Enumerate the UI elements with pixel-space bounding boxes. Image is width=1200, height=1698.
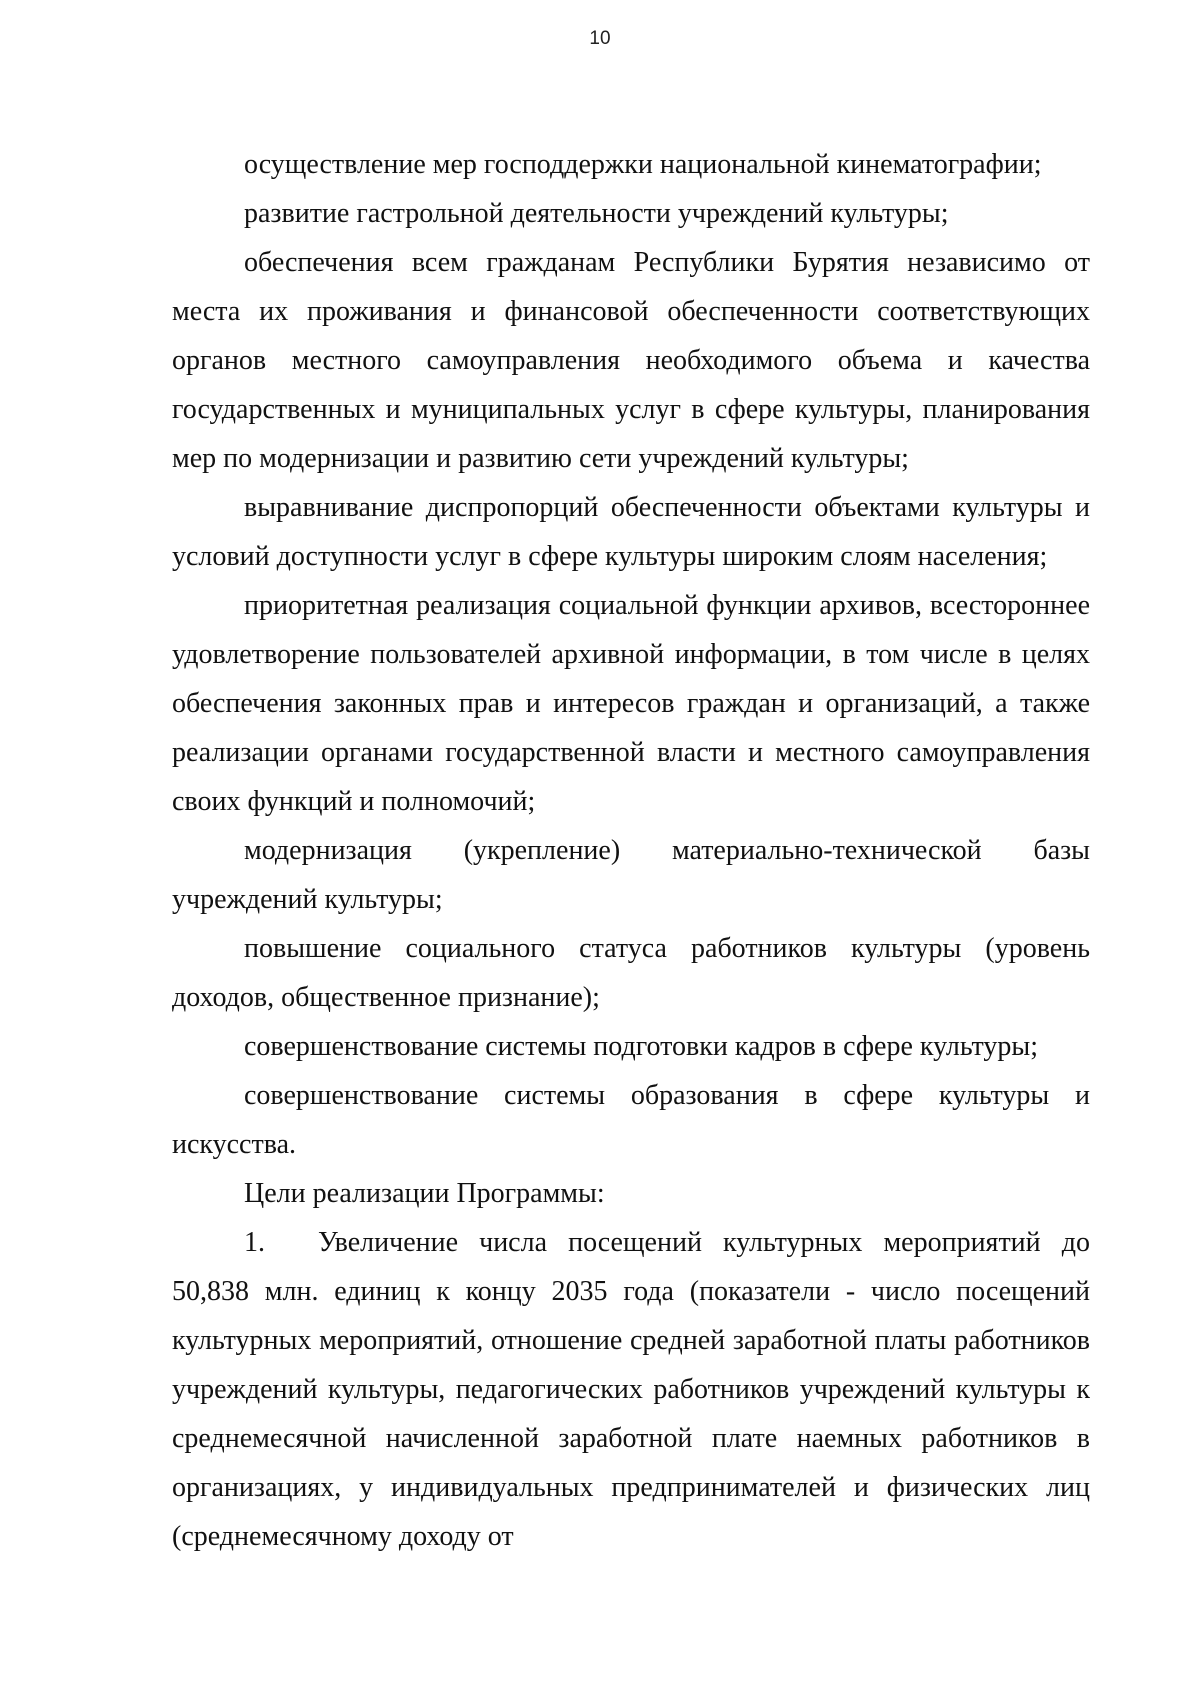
page-number: 10 (589, 28, 611, 49)
paragraph-citizen-services: обеспечения всем гражданам Республики Бурятия независимо от места их проживания и финансовой обеспеченности соответствующих органов местного самоуправления необходимого объема и качества государственных и муниципальных услуг в сфере культуры, планирования мер по модернизации и развитию сети учреждений культуры; (172, 247, 1090, 474)
goal-item-text: Увеличение числа посещений культурных мероприятий до 50,838 млн. единиц к концу 2035 года (показатели - число посещений культурных мероприятий, отношение средней заработной платы работников учреждений культуры, педагогических работников учреждений культуры к среднемесячной начисленной заработной плате наемных работников в организациях, у индивидуальных предпринимателей и физических лиц (среднемесячному доходу от (172, 1227, 1090, 1552)
goal-item-number: 1. (244, 1227, 265, 1258)
section-heading-goals: Цели реализации Программы: (244, 1178, 605, 1209)
paragraph-disproportion-leveling: выравнивание диспропорций обеспеченности объектами культуры и условий доступности услуг в сфере культуры широким слоям населения; (172, 492, 1090, 572)
paragraph-personnel-training: совершенствование системы подготовки кадров в сфере культуры; (244, 1031, 1038, 1062)
paragraph-modernization: модернизация (укрепление) материально-технической базы учреждений культуры; (172, 835, 1090, 915)
paragraph-archives-function: приоритетная реализация социальной функции архивов, всестороннее удовлетворение пользователей архивной информации, в том числе в целях обеспечения законных прав и интересов граждан и организаций, а также реализации органами государственной власти и местного самоуправления своих функций и полномочий; (172, 590, 1090, 817)
document-body (172, 140, 1090, 1561)
paragraph-touring-activity: развитие гастрольной деятельности учреждений культуры; (244, 198, 949, 229)
paragraph-education-system: совершенствование системы образования в сфере культуры и искусства. (172, 1080, 1090, 1160)
paragraph-cinema-support: осуществление мер господдержки национальной кинематографии; (244, 149, 1042, 180)
paragraph-social-status: повышение социального статуса работников культуры (уровень доходов, общественное признание); (172, 933, 1090, 1013)
goal-item-1 (172, 1218, 1090, 1561)
